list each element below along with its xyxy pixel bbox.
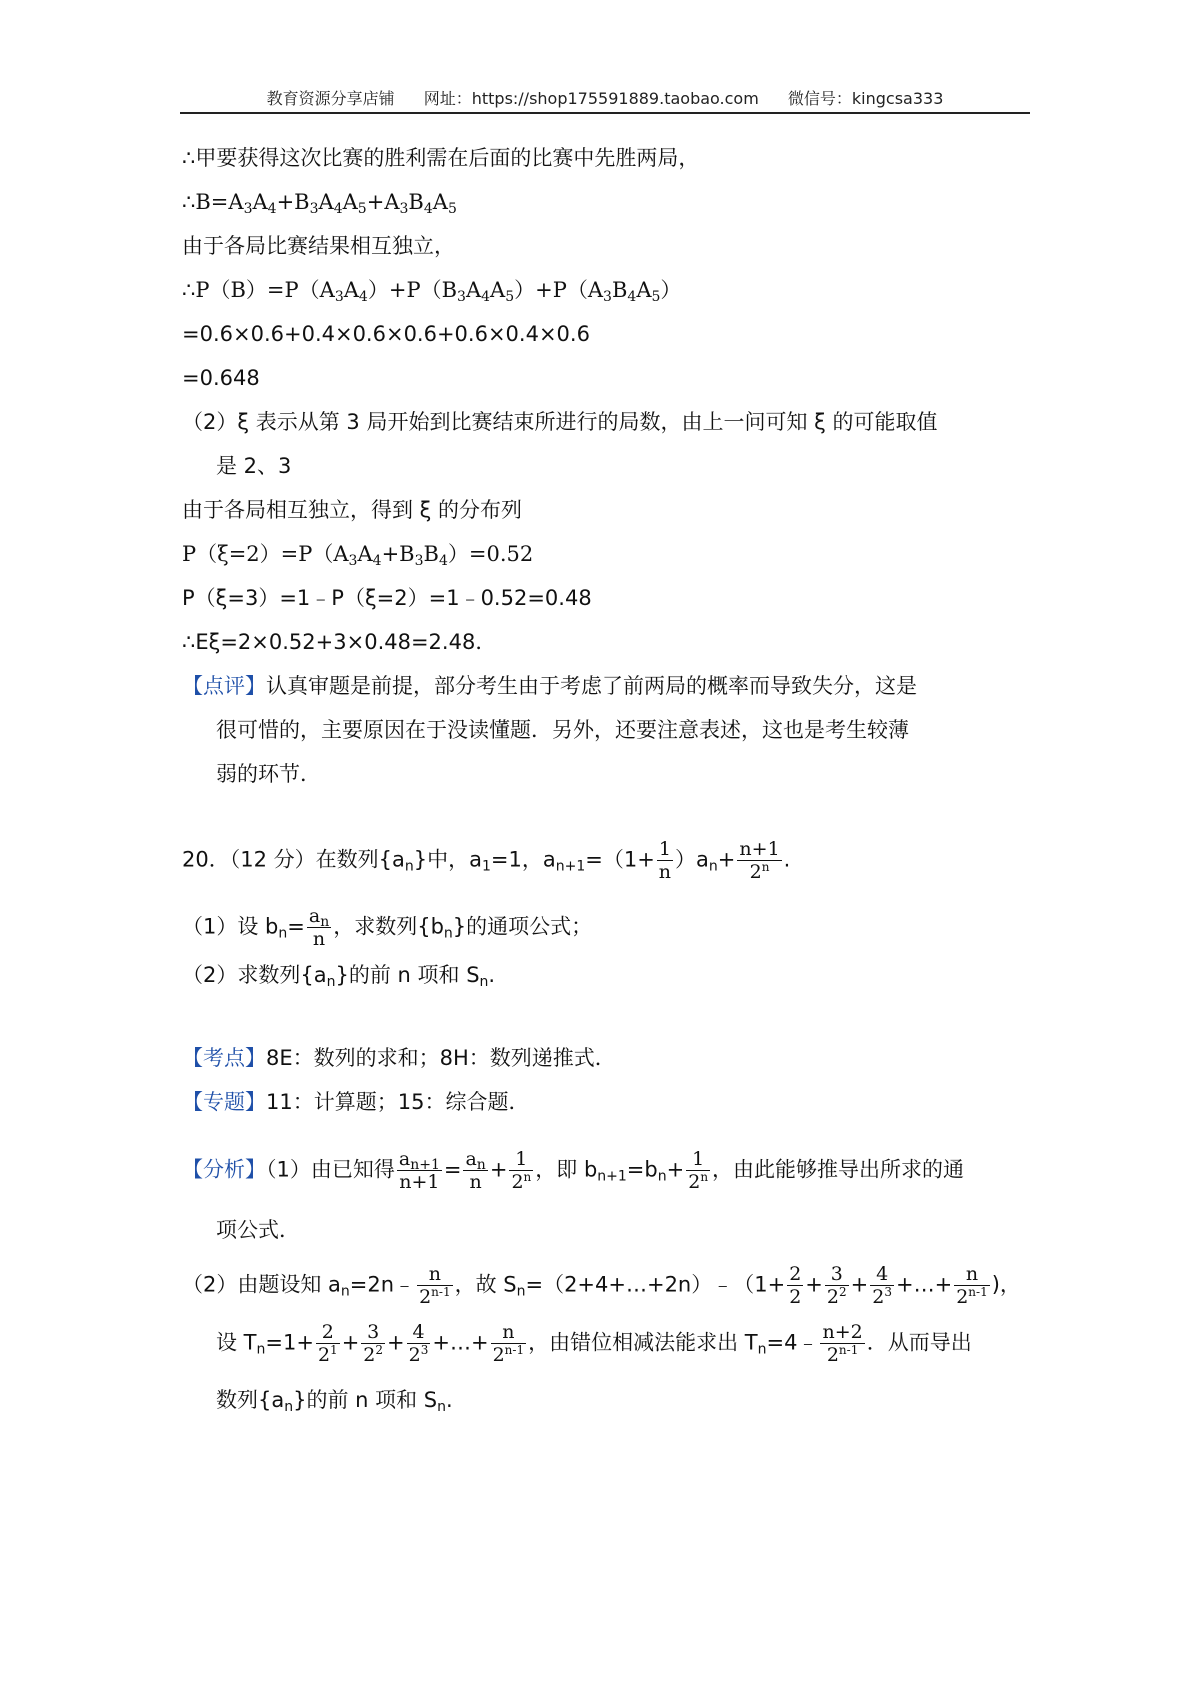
fraction: $\frac{a_{n+1}}{n+1}$ [398, 1148, 440, 1193]
text-line: ∴甲要获得这次比赛的胜利需在后面的比赛中先胜两局， [182, 146, 700, 170]
comment-tag: 【点评】 [182, 674, 266, 698]
comment-text: 认真审题是前提，部分考生由于考虑了前两局的概率而导致失分，这是 [266, 674, 917, 698]
header-wechat: 微信号：kingcsa333 [787, 89, 944, 108]
fenxi-tag: 【分析】 [182, 1157, 266, 1182]
problem-20-part2: （2）求数列$\{a_n\}$的前 n 项和 $S_n$. [182, 963, 496, 990]
fraction: $\frac{2}{2}$ [789, 1263, 802, 1308]
part-text: ，求数列 [333, 914, 418, 939]
text-line: P（ξ=3）=1﹣P（ξ=2）=1﹣0.52=0.48 [182, 586, 592, 610]
fraction: $\frac{3}{2^2}$ [826, 1263, 847, 1308]
fenxi-text: ，故 S [454, 1272, 517, 1297]
fenxi-line: 【分析】（1）由已知得 $\frac{a_{n+1}}{n+1}$ = $\frac{a_n}{n}$ + $\frac{1}{2^n}$ ，即 $b_{n+1}=b_n+$ $\frac{1}{2^n}$ ，由此能够推导出所求的通 [182, 1148, 965, 1193]
fenxi-line: 数列$\{a_n\}$的前 n 项和 $S_n$. [216, 1388, 453, 1415]
fenxi-text: （2）由题设知 a [182, 1272, 341, 1297]
text-line: =0.648 [182, 366, 260, 390]
fraction: $\frac{n+2}{2^{n-1}}$ [822, 1321, 863, 1366]
fenxi-text: 设 T [216, 1330, 257, 1355]
problem-number: 20．（12 分）在数列 [182, 847, 379, 872]
text-line: 是 2、3 [216, 454, 292, 478]
kaodian-line [182, 1043, 616, 1073]
part-text: （1）设 b [182, 914, 279, 939]
zhuanti-tag: 【专题】 [182, 1090, 266, 1114]
header-shop: 教育资源分享店铺 [266, 89, 395, 108]
fenxi-line: 设 $T_n=1+$ $\frac{2}{2^1}$ + $\frac{3}{2^2}$ + $\frac{4}{2^3}$ +…+ $\frac{n}{2^{n-1}}$ ，由错位相减法能求出 $T_n=4﹣$ $\frac{n+2}{2^{n-1}}$ ．从而导出 [216, 1321, 972, 1366]
problem-20-part1: （1）设 $b_n=$ $\frac{a_n}{n}$ ，求数列$\{b_n\}$的通项公式； [182, 905, 593, 950]
part-text: 的前 n 项和 S [348, 963, 480, 987]
fraction: $\frac{1}{n}$ [658, 838, 672, 883]
fraction: $\frac{3}{2^2}$ [363, 1321, 384, 1366]
text-line: =0.6×0.6+0.4×0.6×0.6+0.6×0.4×0.6 [182, 322, 590, 346]
fraction: $\frac{4}{2^3}$ [872, 1263, 892, 1308]
fenxi-text: =（2+4+…+2n）﹣（1+ [525, 1272, 786, 1297]
part-text: 的通项公式； [466, 914, 593, 939]
fraction: $\frac{4}{2^3}$ [408, 1321, 429, 1366]
fenxi-text: （1）由已知得 [266, 1157, 395, 1182]
text-line: 由于各局比赛结果相互独立， [182, 234, 455, 258]
fraction: $\frac{1}{2^n}$ [688, 1148, 709, 1193]
kaodian-text: 8E：数列的求和；8H：数列递推式． [266, 1046, 616, 1070]
kaodian-tag: 【考点】 [182, 1046, 266, 1070]
problem-20-statement: 20．（12 分）在数列$\{a_n\}$中，$a_1=1$，$a_{n+1}=(1+$ $\frac{1}{n}$ ）$a_n+$ $\frac{n+1}{2^n}$ . [182, 838, 791, 883]
text-line: 由于各局相互独立，得到 ξ 的分布列 [182, 498, 523, 522]
fraction: $\frac{n}{2^{n-1}}$ [419, 1263, 451, 1308]
fenxi-text: 数列{a [216, 1388, 285, 1412]
fenxi-text: 项公式． [216, 1218, 300, 1242]
fraction: $\frac{a_n}{n}$ [308, 905, 330, 950]
fraction: $\frac{a_n}{n}$ [465, 1148, 486, 1193]
zhuanti-line [182, 1087, 529, 1117]
comment-text: 很可惜的，主要原因在于没读懂题．另外，还要注意表述，这也是考生较薄 [216, 718, 909, 742]
fraction: $\frac{1}{2^n}$ [511, 1148, 532, 1193]
fraction: $\frac{n+1}{2^n}$ [739, 838, 780, 883]
formula-line: $P(\xi=2)=P(A_3A_4+B_3B_4)=0.52$ [182, 542, 534, 569]
fenxi-text: }的前 n 项和 S [293, 1388, 438, 1412]
fenxi-line: （2）由题设知 $a_n=2n﹣$ $\frac{n}{2^{n-1}}$ ，故 $S_n=(2+4+\dots+2n)﹣(1+$ $\frac{2}{2}$ + $\frac{3}{2^2}$ + $\frac{4}{2^3}$ +…+ $\frac{n}{2^{n-1}}$ )， [182, 1263, 1021, 1308]
page-header [180, 86, 1030, 109]
fenxi-text: ，由此能够推导出所求的通 [712, 1157, 965, 1182]
text-line: （2）ξ 表示从第 3 局开始到比赛结束所进行的局数，由上一问可知 ξ 的可能取值 [182, 410, 938, 434]
fraction: $\frac{2}{2^1}$ [317, 1321, 338, 1366]
header-url[interactable]: 网址：https://shop175591889.taobao.com [423, 89, 759, 108]
header-rule [180, 112, 1030, 114]
zhuanti-text: 11：计算题；15：综合题． [266, 1090, 530, 1114]
fenxi-text: ，即 b [535, 1157, 598, 1182]
part-text: （2）求数列 [182, 963, 301, 987]
text-line: ∴Eξ=2×0.52+3×0.48=2.48． [182, 630, 497, 654]
formula-line: $\therefore B=A_3A_4+B_3A_4A_5+A_3B_4A_5$ [182, 190, 457, 217]
comment-line [182, 671, 917, 701]
fenxi-text: ．从而导出 [866, 1330, 972, 1355]
formula-line: $\therefore P(B)=P(A_3A_4)+P(B_3A_4A_5)+P(A_3B_4A_5)$ [182, 278, 682, 305]
comment-text: 弱的环节． [216, 762, 321, 786]
fraction: $\frac{n}{2^{n-1}}$ [492, 1321, 525, 1366]
fraction: $\frac{n}{2^{n-1}}$ [956, 1263, 988, 1308]
fenxi-text: ，由错位相减法能求出 T [528, 1330, 758, 1355]
